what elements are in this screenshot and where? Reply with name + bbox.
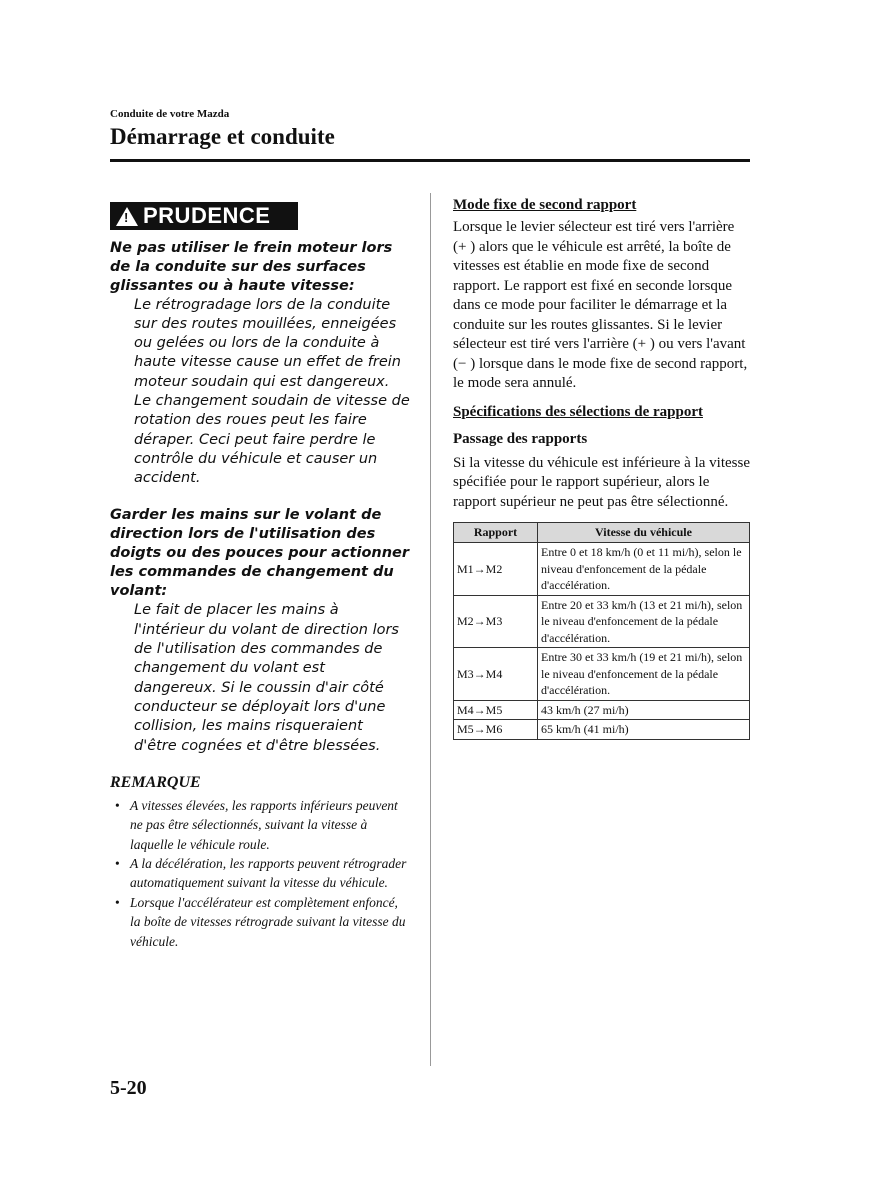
column-header: Vitesse du véhicule bbox=[538, 523, 750, 543]
table-cell: Entre 30 et 33 km/h (19 et 21 mi/h), selon le niveau d'enfoncement de la pédale d'accélération. bbox=[538, 648, 750, 701]
note-title: REMARQUE bbox=[110, 773, 201, 791]
note-item: • Lorsque l'accélérateur est complètement enfoncé, la boîte de vitesses rétrograde suivant la vitesse du véhicule. bbox=[110, 893, 410, 951]
table-cell: M1→M2 bbox=[454, 543, 538, 596]
table-cell: M4→M5 bbox=[454, 700, 538, 720]
spec-heading: Spécifications des sélections de rapport bbox=[453, 403, 703, 420]
table-cell: M5→M6 bbox=[454, 720, 538, 740]
table-row bbox=[454, 700, 750, 720]
table-cell: Entre 0 et 18 km/h (0 et 11 mi/h), selon le niveau d'enfoncement de la pédale d'accélération. bbox=[538, 543, 750, 596]
caution-heading-2: Garder les mains sur le volant de direction lors de l'utilisation des doigts ou des pouces pour actionner les commandes de changement du volant: bbox=[110, 507, 410, 600]
mode-text: Lorsque le levier sélecteur est tiré vers l'arrière (+ ) alors que le véhicule est arrêté, la boîte de vitesses est établie en mode fixe de second rapport. Le rapport est fixé en seconde lorsque dans ce mode pour faciliter le démarrage et la conduite sur les routes glissantes. Si le levier sélecteur est tiré vers l'arrière (+ ) ou vers l'avant (− ) lorsque dans le mode fixe de second rapport, le mode sera annulé. bbox=[453, 219, 748, 391]
table-row bbox=[454, 648, 750, 701]
table-header-row bbox=[454, 523, 750, 543]
right-column bbox=[453, 197, 751, 740]
shift-heading: Passage des rapports bbox=[453, 430, 588, 447]
note-item: • A vitesses élevées, les rapports inférieurs peuvent ne pas être sélectionnés, suivant la vitesse à laquelle le véhicule roule. bbox=[110, 796, 410, 854]
warning-triangle-icon: ! bbox=[116, 207, 138, 226]
table-row bbox=[454, 720, 750, 740]
shift-speed-table bbox=[453, 522, 750, 740]
caution-banner bbox=[110, 202, 298, 230]
column-header: Rapport bbox=[454, 523, 538, 543]
table-row bbox=[454, 543, 750, 596]
note-item: • A la décélération, les rapports peuvent rétrograder automatiquement suivant la vitesse du véhicule. bbox=[110, 854, 410, 893]
table-cell: 65 km/h (41 mi/h) bbox=[538, 720, 750, 740]
table-cell: M3→M4 bbox=[454, 648, 538, 701]
shift-text: Si la vitesse du véhicule est inférieure à la vitesse spécifiée pour le rapport supérieur, alors le rapport supérieur ne peut pas être sélectionné. bbox=[453, 454, 750, 510]
left-column bbox=[110, 202, 410, 951]
mode-heading: Mode fixe de second rapport bbox=[453, 197, 637, 213]
page-number: 5-20 bbox=[110, 1077, 147, 1099]
caution-heading-1: Ne pas utiliser le frein moteur lors de la conduite sur des surfaces glissantes ou à haute vitesse: bbox=[110, 239, 393, 294]
section-label: Conduite de votre Mazda bbox=[110, 108, 230, 120]
table-cell: 43 km/h (27 mi/h) bbox=[538, 700, 750, 720]
page-title: Démarrage et conduite bbox=[110, 124, 335, 149]
table-row bbox=[454, 595, 750, 648]
caution-body-1: Le rétrogradage lors de la conduite sur des routes mouillées, enneigées ou gelées ou lors de la conduite à haute vitesse cause un effet de frein moteur soudain qui est dangereux. Le changement soudain de vitesse de rotation des roues peut les faire déraper. Ceci peut faire perdre le contrôle du véhicule et causer un accident. bbox=[134, 296, 410, 487]
caution-body-2: Le fait de placer les mains à l'intérieur du volant de direction lors de l'utilisation des commandes de changement du volant est dangereux. Si le coussin d'air côté conducteur se déployait lors d'une collision, les mains risqueraient d'être cognées et d'être blessées. bbox=[134, 602, 399, 754]
table-cell: M2→M3 bbox=[454, 595, 538, 648]
caution-label: PRUDENCE bbox=[143, 203, 271, 228]
title-rule bbox=[110, 159, 750, 162]
column-divider bbox=[430, 193, 431, 1066]
note-list bbox=[110, 796, 410, 951]
table-cell: Entre 20 et 33 km/h (13 et 21 mi/h), selon le niveau d'enfoncement de la pédale d'accélération. bbox=[538, 595, 750, 648]
